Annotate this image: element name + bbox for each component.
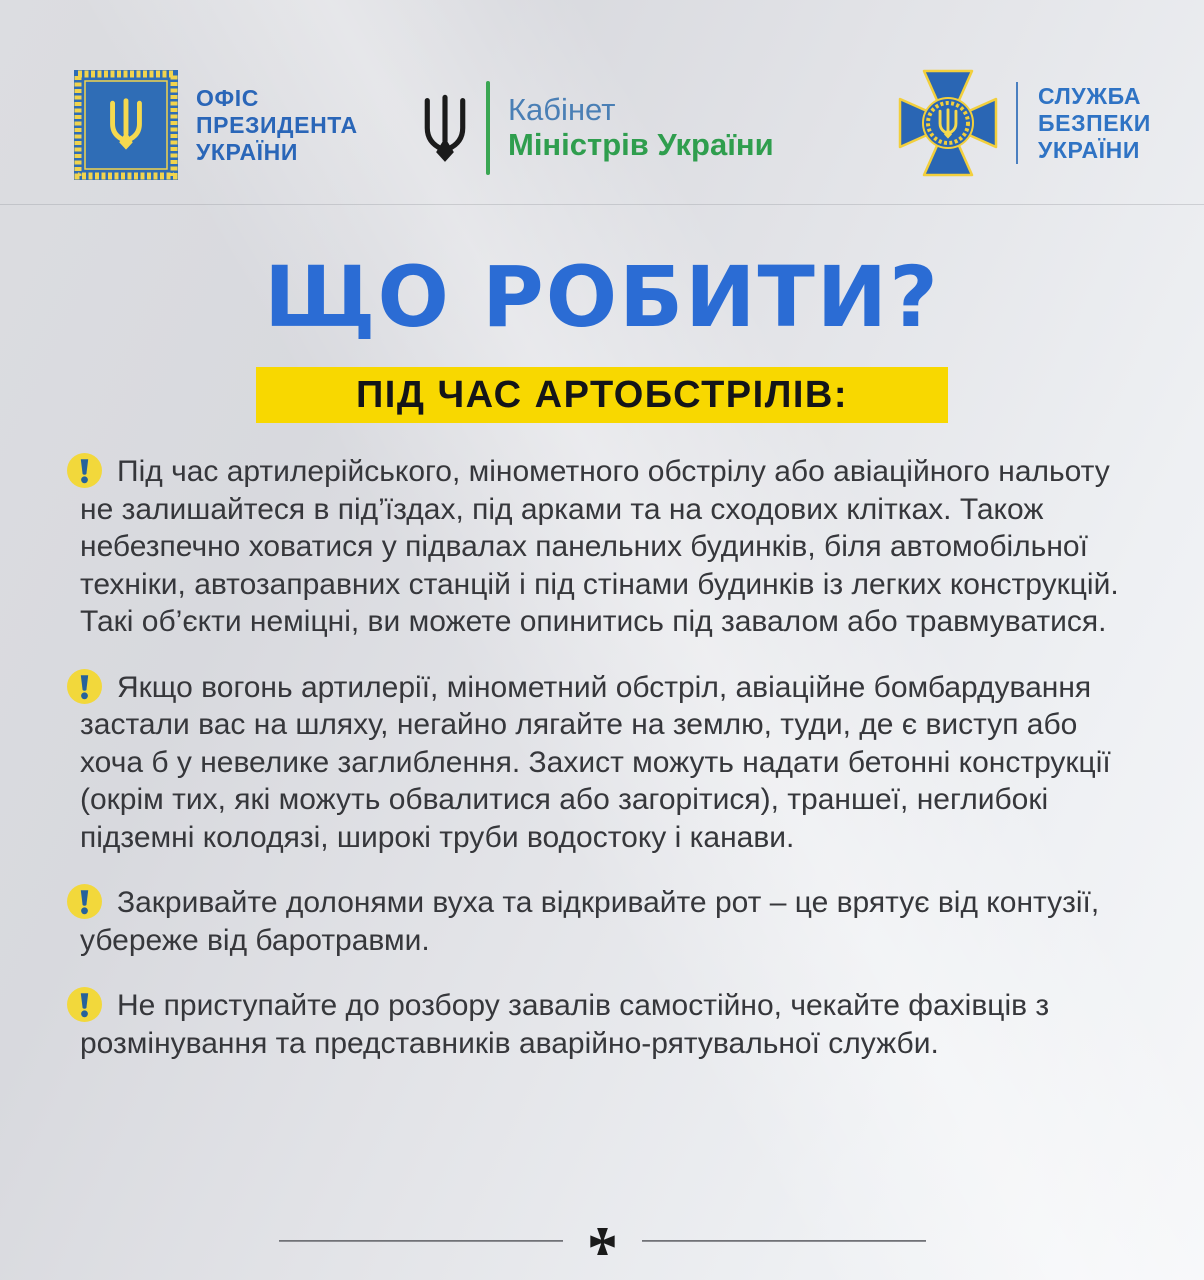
cabinet-logo xyxy=(416,76,774,180)
cabinet-line2: Міністрів України xyxy=(508,127,774,162)
sbu-text xyxy=(1038,83,1151,164)
trident-icon xyxy=(416,76,474,180)
tip-item xyxy=(80,668,1126,857)
alert-exclamation-icon xyxy=(66,452,103,489)
cabinet-text xyxy=(508,93,774,163)
tip-item xyxy=(80,452,1126,641)
tip-text: Закривайте долонями вуха та відкривайте рот – це врятує від контузії, убереже від баротравми. xyxy=(80,886,1100,957)
page-title: ЩО РОБИТИ? xyxy=(264,248,940,346)
blue-divider xyxy=(1016,82,1018,164)
op-line: ОФІС xyxy=(196,84,259,111)
tip-text: Не приступайте до розбору завалів самостійно, чекайте фахівців з розмінування та представників аварійно-рятувальної служби. xyxy=(80,989,1050,1060)
president-office-text xyxy=(196,85,358,166)
header xyxy=(0,0,1204,205)
sbu-line: СЛУЖБА xyxy=(1038,82,1142,109)
op-line: ПРЕЗИДЕНТА xyxy=(196,111,358,138)
alert-exclamation-icon xyxy=(66,883,103,920)
cross-pattee-icon xyxy=(589,1226,616,1257)
sbu-line: УКРАЇНИ xyxy=(1038,136,1140,163)
tip-text: Під час артилерійського, мінометного обстрілу або авіаційного нальоту не залишайтеся в під’їздах, під арками та на сходових клітках. Також небезпечно ховатися у підвалах панельних будинків, біля автомобільної техніки, автозаправних станцій і під стінами будинків із легких конструкцій. Такі об’єкти неміцні, ви можете опинитись під завалом або травмуватися. xyxy=(80,455,1119,638)
subtitle-banner: ПІД ЧАС АРТОБСТРІЛІВ: xyxy=(256,367,948,423)
president-office-emblem-icon xyxy=(74,70,178,180)
sbu-emblem-icon xyxy=(896,66,1000,180)
tips-list xyxy=(80,452,1126,1089)
op-line: УКРАЇНИ xyxy=(196,138,298,165)
tip-item xyxy=(80,883,1126,959)
cabinet-line1: Кабінет xyxy=(508,92,616,127)
tip-text: Якщо вогонь артилерії, мінометний обстріл, авіаційне бомбардування застали вас на шляху, негайно лягайте на землю, туди, де є виступ або хоча б у невелике заглиблення. Захист можуть надати бетонні конструкції (окрім тих, які можуть обвалитися або загорітися), траншеї, неглибокі підземні колодязі, широкі труби водостоку і канави. xyxy=(80,670,1111,854)
sbu-logo xyxy=(896,66,1151,180)
president-office-logo xyxy=(74,70,358,180)
divider-line-right xyxy=(642,1240,926,1242)
alert-exclamation-icon xyxy=(66,986,103,1023)
divider-line-left xyxy=(279,1240,563,1242)
footer-divider xyxy=(0,1218,1204,1264)
tip-item xyxy=(80,986,1126,1062)
alert-exclamation-icon xyxy=(66,668,103,705)
sbu-line: БЕЗПЕКИ xyxy=(1038,109,1151,136)
green-divider xyxy=(486,81,490,175)
